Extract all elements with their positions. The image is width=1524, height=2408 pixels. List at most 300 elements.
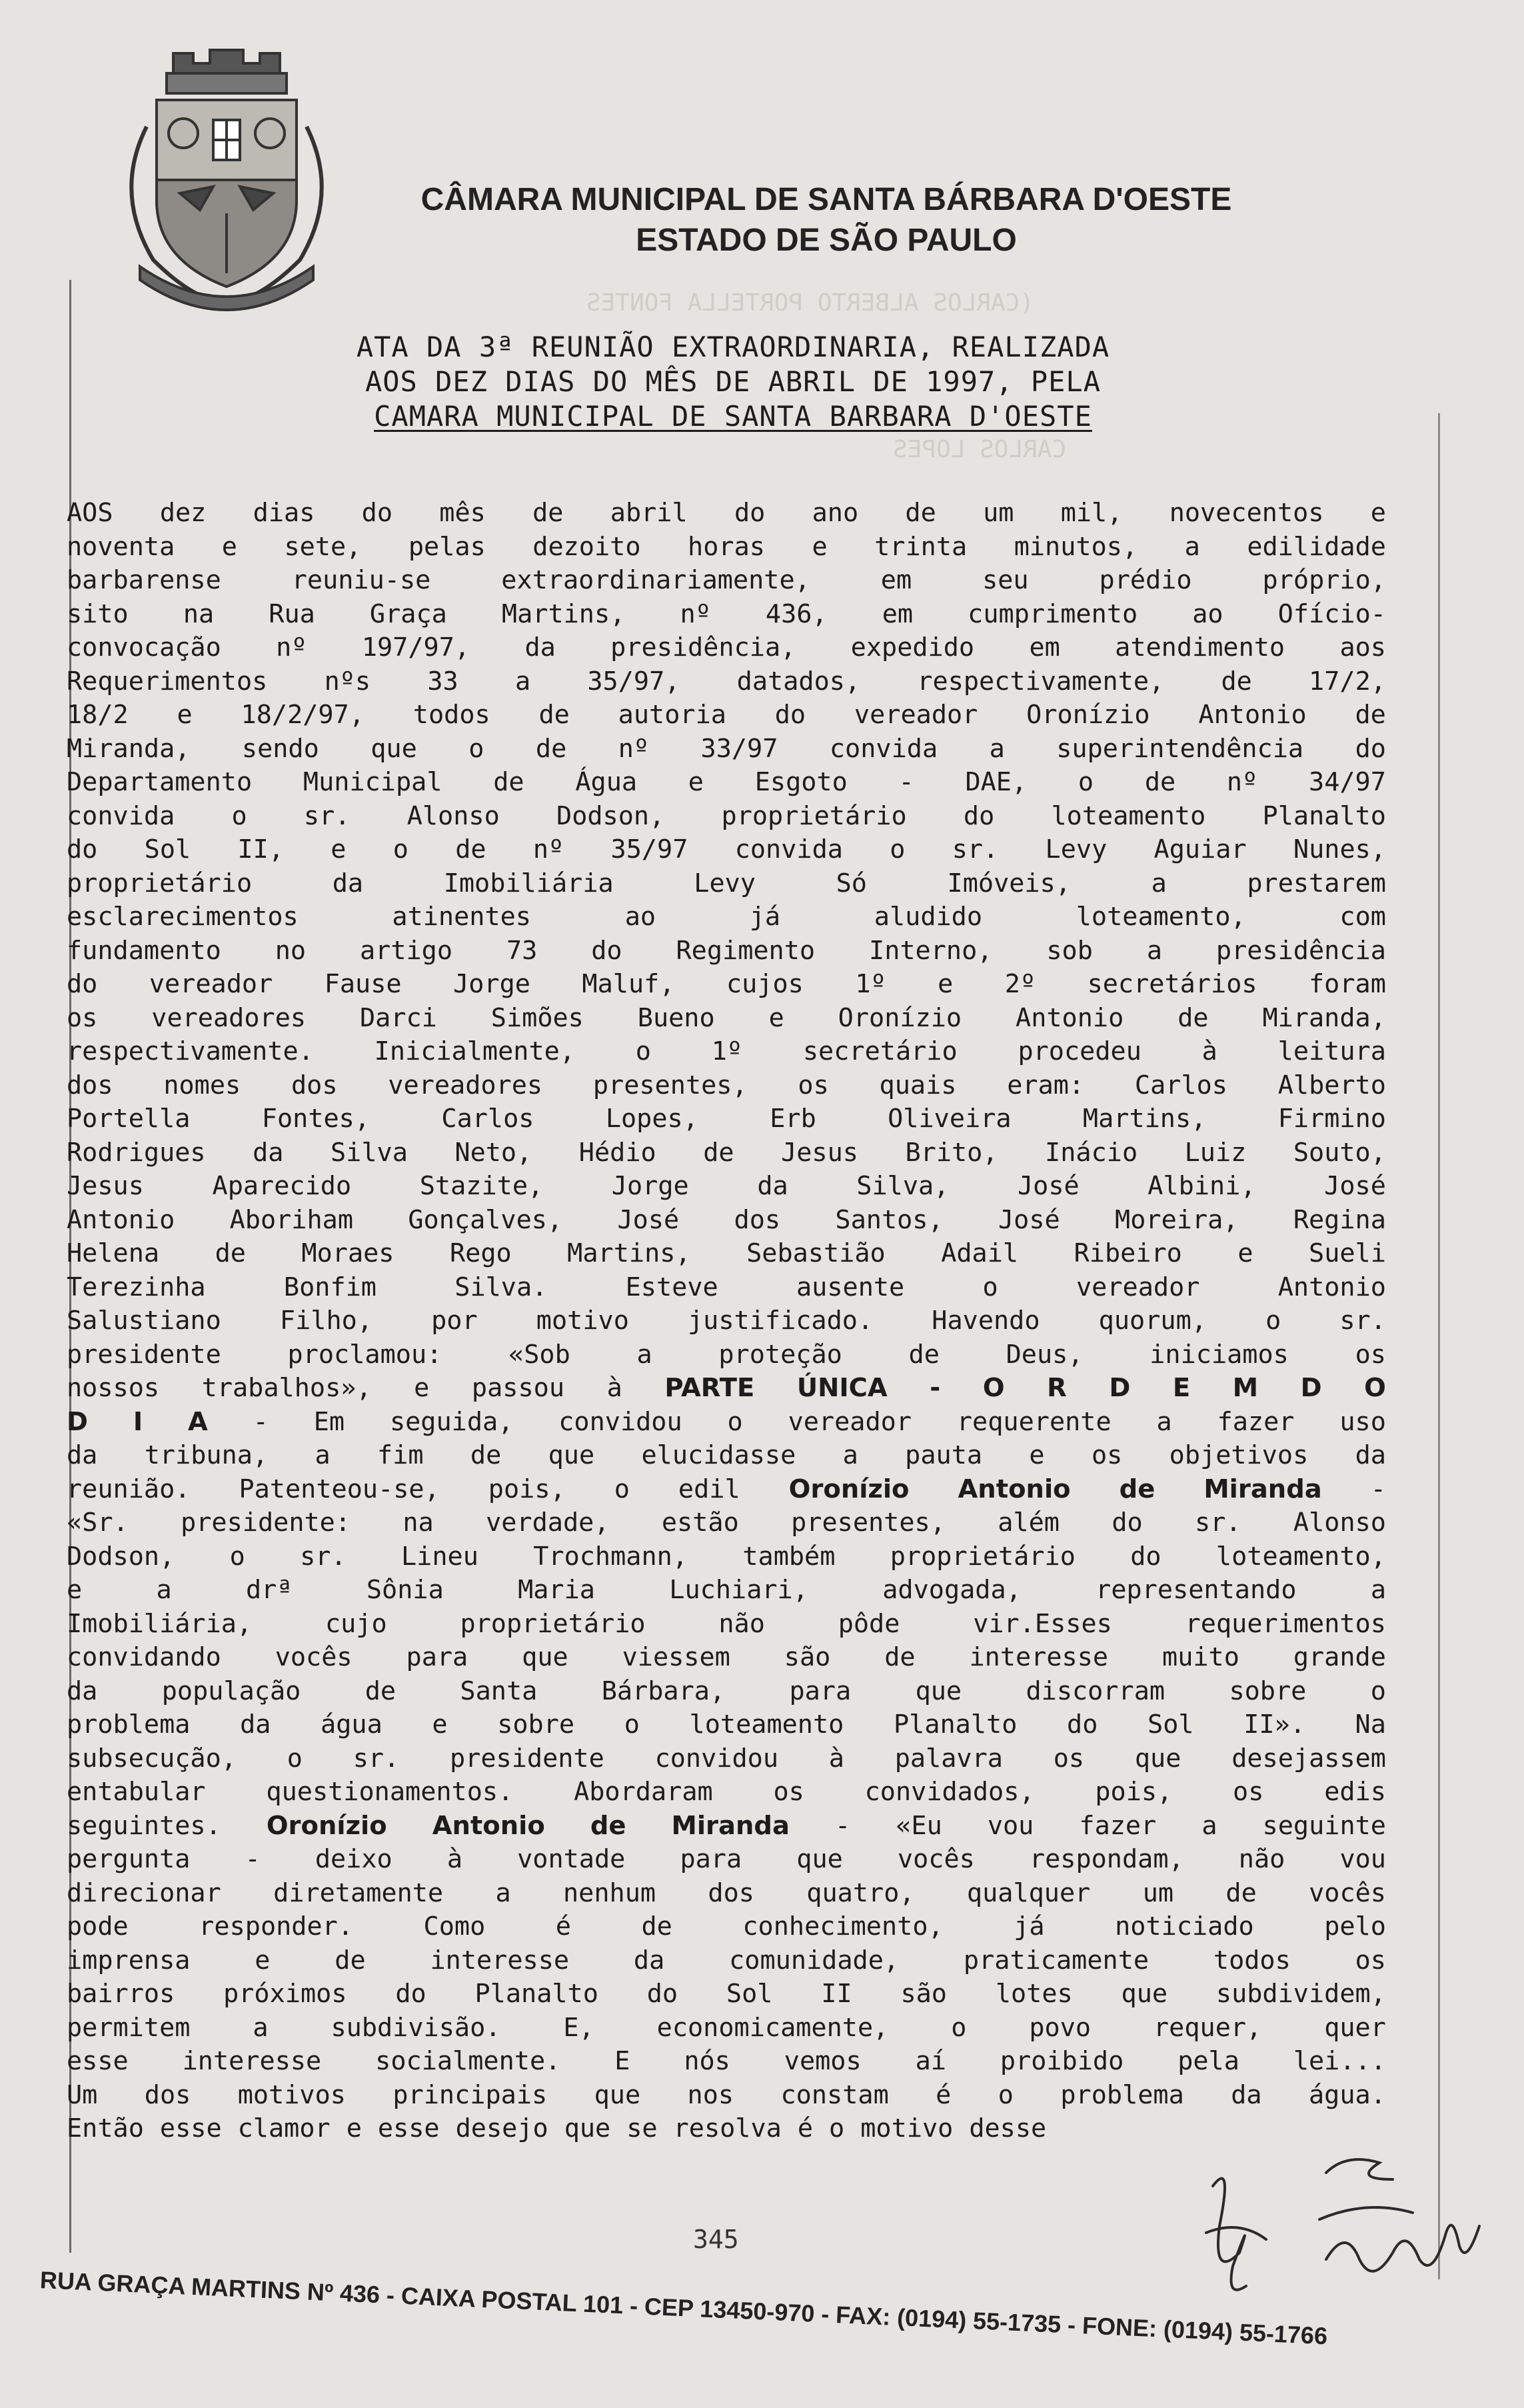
word: de bbox=[905, 498, 936, 528]
word: sr. bbox=[300, 1541, 347, 1572]
word: Martins, bbox=[501, 599, 626, 629]
word: Na bbox=[1355, 1710, 1386, 1740]
word: Sueli bbox=[1309, 1238, 1386, 1268]
body-line bbox=[67, 1776, 1386, 1809]
word: nossos bbox=[67, 1373, 160, 1403]
word: nós bbox=[684, 2046, 730, 2076]
word: Adail bbox=[941, 1238, 1019, 1268]
word: viessem bbox=[622, 1642, 730, 1672]
word: Neto, bbox=[454, 1137, 532, 1168]
word: do bbox=[395, 1979, 426, 2009]
word: José bbox=[617, 1204, 680, 1235]
word: Como bbox=[423, 1911, 486, 1941]
word: Gonçalves, bbox=[408, 1204, 563, 1235]
word: quais bbox=[879, 1070, 957, 1100]
word: a bbox=[514, 666, 531, 696]
word: problema bbox=[67, 1710, 191, 1740]
bold-word: O bbox=[1364, 1373, 1386, 1403]
word: mês bbox=[439, 498, 486, 528]
word: ao bbox=[1192, 599, 1223, 629]
word: noventa bbox=[67, 531, 175, 562]
word: os bbox=[773, 1777, 804, 1807]
body-line bbox=[67, 564, 1386, 598]
word: fundamento bbox=[67, 935, 221, 966]
word: Martins, bbox=[567, 1238, 691, 1268]
word: dias bbox=[253, 498, 315, 528]
word: palavra bbox=[894, 1743, 1003, 1774]
word: do bbox=[963, 800, 995, 831]
word: DAE, bbox=[965, 767, 1028, 797]
body-line bbox=[67, 531, 1386, 565]
word: povo bbox=[1029, 2012, 1092, 2043]
word: que bbox=[522, 1642, 568, 1672]
word: da bbox=[67, 1676, 98, 1706]
word: diretamente bbox=[273, 1877, 444, 1908]
body-line bbox=[67, 497, 1386, 531]
body-line bbox=[67, 698, 1386, 732]
word: Sol bbox=[144, 834, 191, 864]
word: vontade bbox=[517, 1844, 626, 1874]
word: Antonio bbox=[1277, 1272, 1386, 1302]
word: Santa bbox=[460, 1676, 538, 1706]
word: de bbox=[532, 498, 564, 528]
word: desse bbox=[969, 2113, 1047, 2143]
body-line bbox=[67, 1977, 1386, 2011]
word: responder. bbox=[199, 1911, 354, 1941]
body-line bbox=[67, 766, 1386, 800]
word: Aboriham bbox=[229, 1204, 354, 1235]
word: Ofício- bbox=[1277, 599, 1386, 629]
word: seguida, bbox=[389, 1406, 514, 1437]
minutes-title bbox=[287, 330, 1179, 434]
word: que bbox=[371, 733, 417, 764]
word: os bbox=[1053, 1743, 1085, 1774]
state-name: ESTADO DE SÃO PAULO bbox=[636, 223, 1017, 258]
word: estão bbox=[661, 1508, 739, 1538]
word: requerimentos bbox=[1185, 1608, 1386, 1639]
word: quorum, bbox=[1098, 1306, 1207, 1336]
word: edis bbox=[1324, 1777, 1386, 1807]
word: a bbox=[156, 1575, 172, 1605]
word: vereador bbox=[149, 969, 273, 999]
word: AOS bbox=[67, 498, 113, 528]
word: Patenteou-se, bbox=[239, 1474, 440, 1504]
word: Darci bbox=[359, 1002, 437, 1033]
word: Brito, bbox=[905, 1137, 998, 1168]
word: que bbox=[1134, 1743, 1181, 1774]
word: de bbox=[535, 733, 567, 764]
word: do bbox=[67, 834, 98, 864]
word: sr. bbox=[353, 1743, 400, 1774]
word: ao bbox=[624, 902, 656, 932]
word: no bbox=[275, 935, 307, 966]
word: Rua bbox=[269, 599, 315, 629]
word: de bbox=[1355, 700, 1386, 730]
word: minutos, bbox=[1014, 531, 1138, 562]
right-border-line bbox=[1438, 413, 1440, 2279]
word: vereadores bbox=[388, 1070, 543, 1100]
body-line bbox=[67, 1002, 1386, 1036]
word: Dodson, bbox=[556, 800, 665, 831]
body-line bbox=[67, 1439, 1386, 1473]
bold-word: Antonio bbox=[432, 1810, 545, 1841]
word: em bbox=[1029, 632, 1060, 662]
word: água. bbox=[1308, 2079, 1386, 2110]
word: artigo bbox=[359, 935, 453, 966]
word: quatro, bbox=[806, 1877, 915, 1908]
word: são bbox=[784, 1642, 831, 1672]
word: sr. bbox=[1195, 1508, 1241, 1538]
word: Esgoto bbox=[754, 767, 848, 797]
body-line bbox=[67, 833, 1386, 867]
word: de bbox=[884, 1642, 916, 1672]
word: próprio, bbox=[1262, 565, 1386, 595]
word: em bbox=[882, 599, 914, 629]
body-line bbox=[67, 1136, 1386, 1170]
word: Souto, bbox=[1293, 1137, 1386, 1168]
bold-word: de bbox=[1119, 1474, 1155, 1504]
word: que bbox=[796, 1844, 843, 1874]
word: de bbox=[493, 767, 524, 797]
word: interesse bbox=[182, 2046, 322, 2076]
word: 436, bbox=[765, 599, 828, 629]
word: nº bbox=[680, 599, 711, 629]
word: em bbox=[880, 565, 912, 595]
word: mil, bbox=[1060, 498, 1123, 528]
word: da bbox=[757, 1171, 788, 1201]
word: é bbox=[555, 1911, 571, 1941]
word: secretários bbox=[1087, 969, 1257, 999]
word: Inácio bbox=[1045, 1137, 1138, 1168]
word: presidência bbox=[1215, 935, 1386, 966]
body-line bbox=[67, 1069, 1386, 1103]
word: - bbox=[245, 1844, 261, 1874]
word: E, bbox=[563, 2012, 594, 2043]
word: superintendência bbox=[1056, 733, 1304, 764]
word: nomes bbox=[163, 1070, 241, 1100]
word: a bbox=[1146, 935, 1162, 966]
word: quer bbox=[1324, 2012, 1386, 2043]
word: 35/97 bbox=[610, 834, 688, 864]
word: do bbox=[67, 969, 98, 999]
word: e bbox=[1370, 498, 1386, 528]
body-line bbox=[67, 1102, 1386, 1136]
word: 33/97 bbox=[700, 733, 778, 764]
word: da bbox=[633, 1945, 665, 1975]
word: de bbox=[335, 1945, 366, 1975]
word: aí bbox=[915, 2046, 946, 2076]
word: Salustiano bbox=[67, 1306, 221, 1336]
word: do bbox=[1067, 1710, 1098, 1740]
word: Interno, bbox=[869, 935, 993, 966]
word: Alberto bbox=[1277, 1070, 1386, 1100]
word: Fontes, bbox=[261, 1104, 371, 1134]
word: 18/2 bbox=[67, 700, 129, 730]
word: José bbox=[1324, 1171, 1386, 1201]
word: pergunta bbox=[67, 1844, 191, 1874]
word: que bbox=[564, 2113, 611, 2143]
word: passou bbox=[471, 1373, 564, 1403]
word: o bbox=[624, 1710, 640, 1740]
word: o bbox=[982, 1272, 998, 1302]
word: Graça bbox=[369, 599, 447, 629]
word: expedido bbox=[850, 632, 975, 662]
word: Bárbara, bbox=[601, 1676, 726, 1706]
word: o bbox=[231, 800, 247, 831]
word: convidou bbox=[654, 1743, 778, 1774]
word: pois, bbox=[1095, 1777, 1173, 1807]
word: procedeu bbox=[1018, 1036, 1142, 1066]
word: pauta bbox=[905, 1440, 983, 1470]
word: Filho, bbox=[279, 1306, 373, 1336]
word: Sônia bbox=[366, 1575, 444, 1605]
word: nºs bbox=[324, 666, 371, 696]
word: Deus, bbox=[1006, 1339, 1084, 1370]
word: Fause bbox=[324, 969, 402, 999]
word: loteamento bbox=[1051, 800, 1206, 831]
body-line bbox=[67, 1304, 1386, 1338]
word: de bbox=[1221, 666, 1252, 696]
word: Levy bbox=[1045, 834, 1108, 864]
word: também bbox=[742, 1541, 836, 1572]
word: Planalto bbox=[474, 1979, 598, 2009]
word: convidou bbox=[558, 1406, 682, 1437]
word: e bbox=[177, 700, 193, 730]
word: nº bbox=[276, 632, 307, 662]
body-line bbox=[67, 2079, 1386, 2113]
word: Jorge bbox=[611, 1171, 689, 1201]
bold-word: R bbox=[1047, 1373, 1067, 1403]
word: aos bbox=[1339, 632, 1386, 662]
word: o bbox=[1370, 1676, 1386, 1706]
word: muito bbox=[1162, 1642, 1239, 1672]
word: proibido bbox=[1000, 2046, 1124, 2076]
word: Lineu bbox=[400, 1541, 478, 1572]
bold-word: Miranda bbox=[671, 1810, 790, 1841]
word: e bbox=[221, 531, 237, 562]
word: a bbox=[315, 1440, 331, 1470]
body-line bbox=[67, 732, 1386, 766]
body-line bbox=[67, 1204, 1386, 1238]
word: imprensa bbox=[67, 1945, 191, 1975]
body-line bbox=[67, 1877, 1386, 1911]
bold-word: D bbox=[1109, 1373, 1131, 1403]
word: subdividem, bbox=[1215, 1979, 1386, 2009]
word: pois, bbox=[488, 1474, 566, 1504]
word: Planalto bbox=[893, 1710, 1018, 1740]
word: sendo bbox=[241, 733, 319, 764]
word: Alonso bbox=[1293, 1508, 1386, 1538]
word: pôde bbox=[838, 1608, 900, 1639]
word: tribuna, bbox=[144, 1440, 269, 1470]
word: são bbox=[900, 1979, 947, 2009]
word: da bbox=[240, 1710, 271, 1740]
body-line bbox=[67, 1675, 1386, 1709]
word: vou bbox=[987, 1810, 1034, 1841]
word: - bbox=[835, 1810, 851, 1841]
word: lei... bbox=[1293, 2046, 1386, 2076]
word: a bbox=[842, 1440, 858, 1470]
word: do bbox=[774, 700, 806, 730]
word: cujo bbox=[325, 1608, 387, 1639]
word: atendimento bbox=[1115, 632, 1285, 662]
word: 34/97 bbox=[1309, 767, 1386, 797]
word: Bonfim bbox=[283, 1272, 377, 1302]
word: para bbox=[406, 1642, 468, 1672]
word: Rego bbox=[449, 1238, 512, 1268]
word: Imobiliária, bbox=[67, 1608, 253, 1639]
word: dos bbox=[708, 1877, 754, 1908]
word: loteamento, bbox=[1215, 1541, 1386, 1572]
word: Requerimentos bbox=[67, 666, 268, 696]
word: proprietário bbox=[67, 868, 253, 898]
word: 35/97, bbox=[587, 666, 680, 696]
title-line-3: CAMARA MUNICIPAL DE SANTA BARBARA D'OESTE bbox=[374, 400, 1092, 433]
word: 197/97, bbox=[361, 632, 470, 662]
word: conhecimento, bbox=[742, 1911, 944, 1941]
word: Imóveis, bbox=[947, 868, 1071, 898]
word: de bbox=[470, 1440, 502, 1470]
word: e bbox=[414, 1373, 430, 1403]
word: sobre bbox=[497, 1710, 575, 1740]
word: de bbox=[908, 1339, 940, 1370]
word: Um bbox=[67, 2079, 98, 2110]
word: que bbox=[594, 2079, 641, 2110]
word: Sol bbox=[1147, 1710, 1194, 1740]
word: do bbox=[734, 498, 766, 528]
body-line bbox=[67, 1742, 1386, 1776]
word: Lopes, bbox=[605, 1104, 698, 1134]
word: sr. bbox=[303, 800, 351, 831]
word: Albini, bbox=[1147, 1171, 1256, 1201]
word: elucidasse bbox=[641, 1440, 796, 1470]
bold-word: Oronízio bbox=[788, 1474, 910, 1504]
word: é bbox=[936, 2079, 952, 2110]
word: uso bbox=[1339, 1406, 1386, 1437]
word: pelas bbox=[408, 531, 486, 562]
word: «Eu bbox=[896, 1810, 942, 1841]
word: Carlos bbox=[1134, 1070, 1227, 1100]
body-line bbox=[67, 900, 1386, 934]
word: da bbox=[524, 632, 556, 662]
word: Abordaram bbox=[574, 1777, 713, 1807]
word: sete, bbox=[284, 531, 362, 562]
word: do bbox=[361, 498, 393, 528]
word: subdivisão. bbox=[331, 2012, 501, 2043]
word: Oliveira bbox=[888, 1104, 1012, 1134]
word: na bbox=[183, 599, 215, 629]
word: Antonio bbox=[1198, 700, 1307, 730]
body-line bbox=[67, 2045, 1386, 2079]
word: à bbox=[606, 1373, 622, 1403]
word: loteamento bbox=[689, 1710, 844, 1740]
word: 33 bbox=[427, 666, 458, 696]
word: eram: bbox=[1007, 1070, 1085, 1100]
body-line bbox=[67, 1809, 1386, 1843]
word: nº bbox=[532, 834, 564, 864]
word: os bbox=[1233, 1777, 1264, 1807]
word: vocês bbox=[1309, 1877, 1386, 1908]
word: Havendo bbox=[932, 1306, 1040, 1336]
word: trabalhos», bbox=[201, 1373, 372, 1403]
word: Sebastião bbox=[746, 1238, 886, 1268]
word: Moreira, bbox=[1115, 1204, 1239, 1235]
word: clamor bbox=[237, 2113, 331, 2143]
word: a bbox=[495, 1877, 511, 1908]
word: interesse bbox=[969, 1642, 1109, 1672]
word: desejo bbox=[455, 2113, 548, 2143]
word: convidados, bbox=[864, 1777, 1035, 1807]
bold-word: - bbox=[930, 1373, 941, 1403]
word: que bbox=[915, 1676, 962, 1706]
word: Regina bbox=[1293, 1204, 1386, 1235]
body-line bbox=[67, 1574, 1386, 1608]
word: Luchiari, bbox=[669, 1575, 808, 1605]
word: todos bbox=[412, 700, 490, 730]
word: nº bbox=[1226, 767, 1258, 797]
word: proclamou: bbox=[287, 1339, 442, 1370]
word: vereador bbox=[854, 700, 978, 730]
word: a bbox=[1156, 1406, 1172, 1437]
word: e bbox=[812, 531, 828, 562]
word: socialmente. bbox=[375, 2046, 561, 2076]
word: Levy bbox=[694, 868, 756, 898]
word: a bbox=[1184, 531, 1200, 562]
word: «Sr. bbox=[67, 1508, 129, 1538]
word: questionamentos. bbox=[266, 1777, 514, 1807]
word: subsecução, bbox=[67, 1743, 237, 1774]
word: o bbox=[951, 2012, 967, 2043]
word: na bbox=[402, 1508, 434, 1538]
word: secretário bbox=[802, 1036, 958, 1066]
word: motivos bbox=[237, 2079, 346, 2110]
bold-word: A bbox=[188, 1406, 208, 1437]
word: dos bbox=[734, 1204, 781, 1235]
word: 1º bbox=[855, 969, 886, 999]
body-line bbox=[67, 631, 1386, 665]
body-line bbox=[67, 934, 1386, 968]
handwritten-signature bbox=[1193, 2133, 1499, 2306]
word: Silva. bbox=[454, 1272, 548, 1302]
word: à bbox=[1201, 1036, 1217, 1066]
word: presentes, bbox=[592, 1070, 748, 1100]
word: o bbox=[890, 834, 906, 864]
word: motivo bbox=[536, 1306, 629, 1336]
word: edil bbox=[678, 1474, 740, 1504]
word: o bbox=[468, 733, 484, 764]
word: presidente bbox=[67, 1339, 221, 1370]
body-line bbox=[67, 1506, 1386, 1540]
word: a bbox=[1151, 868, 1167, 898]
word: Aparecido bbox=[212, 1171, 352, 1201]
word: Helena bbox=[67, 1238, 160, 1268]
word: vocês bbox=[275, 1642, 353, 1672]
word: e bbox=[255, 1945, 271, 1975]
word: a bbox=[1201, 1810, 1217, 1841]
word: Nunes, bbox=[1293, 834, 1386, 864]
word: datados, bbox=[736, 666, 861, 696]
word: sobre bbox=[1229, 1676, 1307, 1706]
word: dez bbox=[159, 498, 207, 528]
word: barbarense bbox=[67, 565, 221, 595]
word: Silva, bbox=[856, 1171, 950, 1201]
word: esse bbox=[67, 2046, 129, 2076]
word: autoria bbox=[618, 700, 726, 730]
word: reuniu-se bbox=[291, 565, 431, 595]
word: aludido bbox=[874, 902, 983, 932]
word: Oronízio bbox=[838, 1002, 962, 1033]
word: para bbox=[789, 1676, 852, 1706]
